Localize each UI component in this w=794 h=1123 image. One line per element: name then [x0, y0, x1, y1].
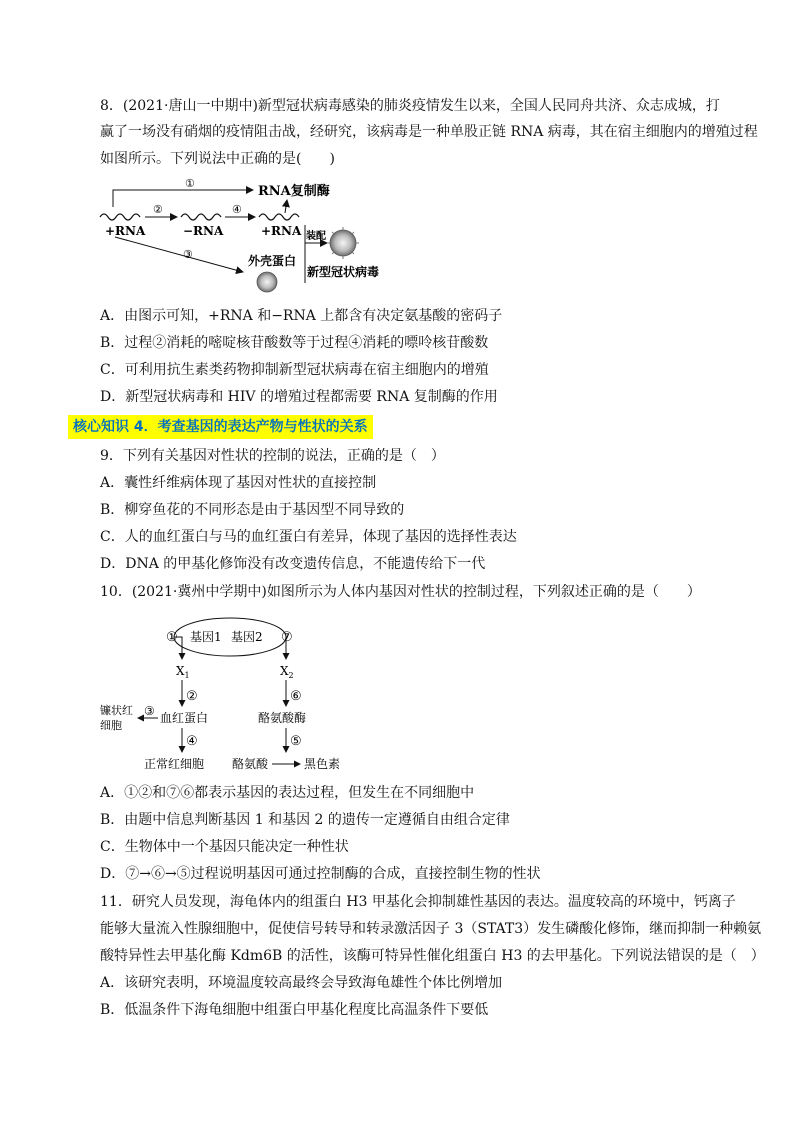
minus-rna-strand [181, 214, 221, 220]
melanin-label: 黑色素 [304, 757, 341, 771]
normal-rbc-label: 正常红细胞 [144, 757, 205, 771]
x2-label: $X_2$ [280, 664, 294, 680]
step-3-label: ③ [183, 248, 193, 261]
step-1-label: ① [166, 630, 178, 645]
rna-replicase-label: RNA复制酶 [258, 184, 330, 199]
tyrosinase-label: 酪氨酸酶 [258, 711, 307, 725]
capsid-protein-icon [257, 272, 277, 292]
q11-stem-line1: 11．研究人员发现，海龟体内的组蛋白 H3 甲基化会抑制雄性基因的表达。温度较高的环境中，钙离子 [100, 894, 736, 910]
step-4-label: ④ [232, 203, 242, 216]
q8-option-a: A．由图示可知，+RNA 和−RNA 上都含有决定氨基酸的密码子 [100, 308, 503, 324]
step-2-label: ② [153, 203, 163, 216]
q10-stem: 10．(2021·冀州中学期中)如图所示为人体内基因对性状的控制过程，下列叙述正确的是（ ） [100, 584, 701, 600]
plus-rna-strand-1 [100, 214, 140, 220]
sickle-cell-label-1: 镰状红 [100, 704, 133, 717]
x1-label: $X_1$ [176, 664, 190, 680]
assemble-label: 装配 [306, 231, 326, 242]
q10-gene-trait-diagram [100, 612, 360, 772]
q9-stem: 9．下列有关基因对性状的控制的说法，正确的是（ ） [100, 448, 445, 464]
step-6-label: ⑥ [290, 689, 302, 704]
coronavirus-label: 新型冠状病毒 [307, 265, 380, 279]
q10-option-d: D．⑦→⑥→⑤过程说明基因可通过控制酶的合成，直接控制生物的性状 [100, 866, 541, 882]
plus-rna-label-2: +RNA [261, 224, 302, 238]
plus-rna-label-1: +RNA [105, 224, 146, 238]
q8-option-b: B．过程②消耗的嘧啶核苷酸数等于过程④消耗的嘌呤核苷酸数 [100, 335, 489, 351]
step-4-label: ④ [186, 734, 198, 749]
q9-option-b: B．柳穿鱼花的不同形态是由于基因型不同导致的 [100, 502, 405, 518]
section-heading: 核心知识 4．考查基因的表达产物与性状的关系 [68, 415, 373, 439]
q9-option-d: D．DNA 的甲基化修饰没有改变遗传信息，不能遗传给下一代 [100, 556, 486, 572]
gene1-label: 基因1 [190, 630, 222, 644]
gene2-label: 基因2 [231, 630, 263, 644]
q8-option-d: D．新型冠状病毒和 HIV 的增殖过程都需要 RNA 复制酶的作用 [100, 389, 498, 405]
step-2-label: ② [186, 689, 198, 704]
q10-option-a: A．①②和⑦⑥都表示基因的表达过程，但发生在不同细胞中 [100, 785, 475, 801]
q8-stem-line2: 赢了一场没有硝烟的疫情阻击战，经研究，该病毒是一种单股正链 RNA 病毒，其在宿主细胞内的增殖过程 [100, 124, 758, 140]
q9-option-a: A．囊性纤维病体现了基因对性状的直接控制 [100, 475, 377, 491]
q11-option-a: A．该研究表明，环境温度较高最终会导致海龟雄性个体比例增加 [100, 975, 503, 991]
step-7-label: ⑦ [281, 630, 293, 645]
q10-option-c: C．生物体中一个基因只能决定一种性状 [100, 839, 349, 855]
plus-rna-strand-2 [259, 214, 299, 220]
q11-stem-line3: 酸特异性去甲基化酶 Kdm6B 的活性，该酶可特异性催化组蛋白 H3 的去甲基化。下列说法错误的是（ ） [100, 948, 765, 964]
q8-virus-diagram [95, 175, 425, 300]
q11-option-b: B．低温条件下海龟细胞中组蛋白甲基化程度比高温条件下要低 [100, 1002, 489, 1018]
q10-option-b: B．由题中信息判断基因 1 和基因 2 的遗传一定遵循自由组合定律 [100, 812, 510, 828]
sickle-cell-label-2: 细胞 [100, 719, 122, 732]
minus-rna-label: −RNA [183, 224, 224, 238]
capsid-protein-label: 外壳蛋白 [248, 254, 297, 268]
hemoglobin-label: 血红蛋白 [160, 711, 209, 725]
q8-option-c: C．可利用抗生素类药物抑制新型冠状病毒在宿主细胞内的增殖 [100, 362, 489, 378]
q11-stem-line2: 能够大量流入性腺细胞中，促使信号转导和转录激活因子 3（STAT3）发生磷酸化修饰，继而抑制一种赖氨 [100, 921, 762, 937]
q8-stem-line1: 8．(2021·唐山一中期中)新型冠状病毒感染的肺炎疫情发生以来，全国人民同舟共济、众志成城，打 [100, 98, 720, 114]
tyrosine-label: 酪氨酸 [232, 757, 269, 771]
step-1-label: ① [185, 177, 195, 190]
q9-option-c: C．人的血红蛋白与马的血红蛋白有差异，体现了基因的选择性表达 [100, 529, 517, 545]
step-3-label: ③ [144, 704, 155, 718]
step-5-label: ⑤ [290, 734, 302, 749]
q8-stem-line3: 如图所示。下列说法中正确的是( ) [100, 151, 335, 167]
